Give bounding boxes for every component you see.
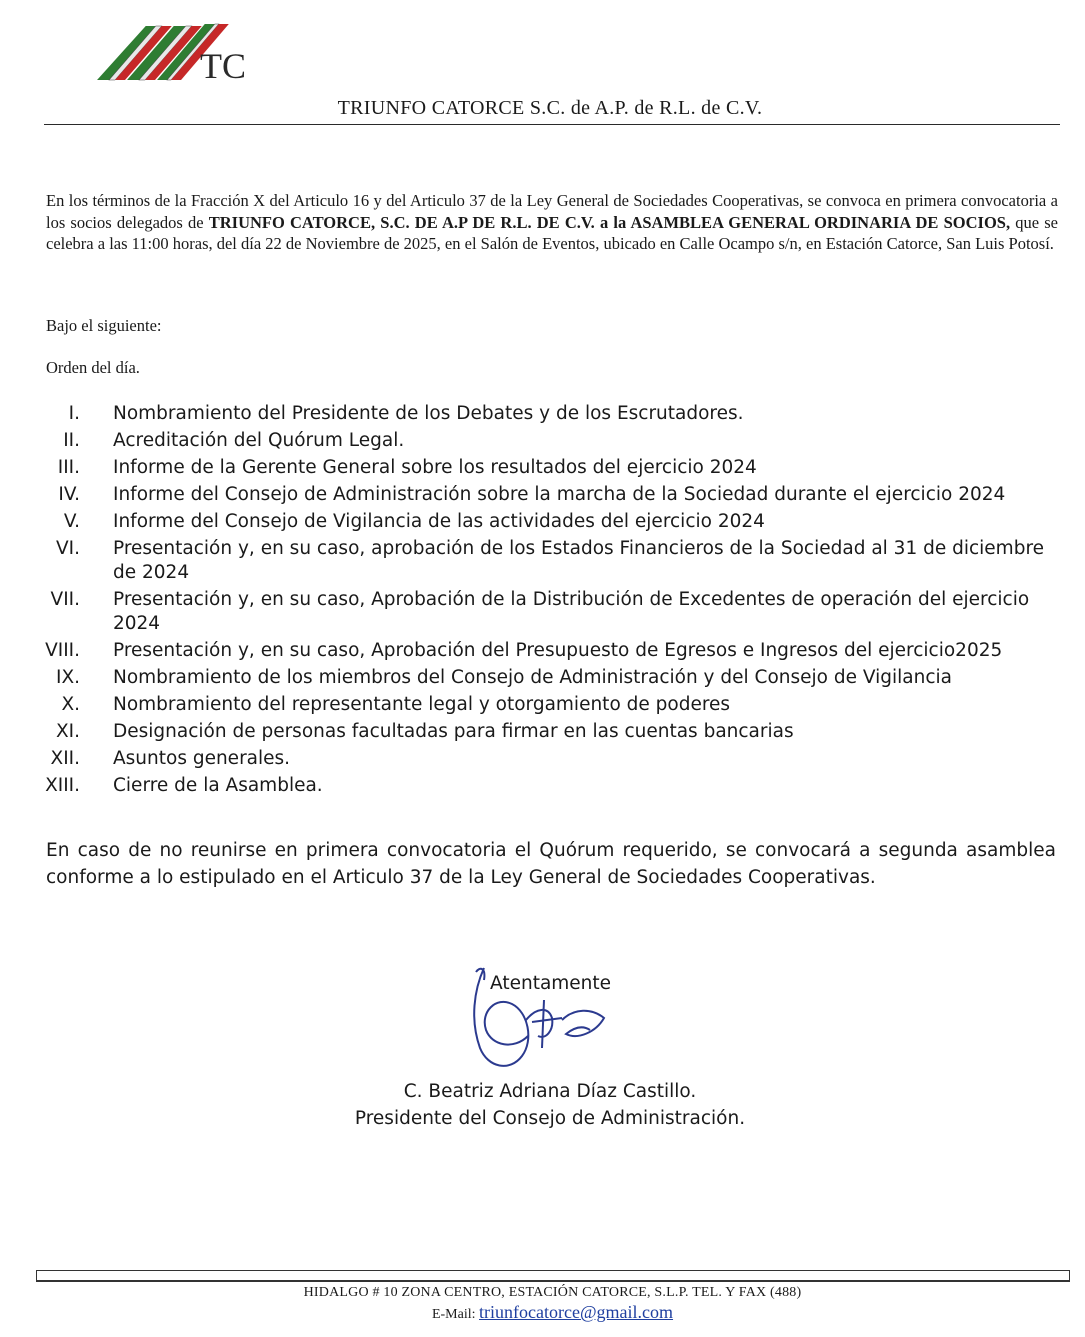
agenda-text: Nombramiento del representante legal y otorgamiento de poderes — [113, 694, 731, 715]
agenda-number: IX. — [55, 667, 80, 688]
footer-email — [0, 1302, 1085, 1323]
agenda-text: Presentación y, en su caso, Aprobación de la Distribución de Excedentes de operación del ejercicio 2024 — [113, 589, 1030, 634]
agenda-item — [40, 693, 1070, 717]
agenda-number: II. — [63, 430, 80, 451]
agenda-item — [40, 774, 1070, 798]
agenda-text: Informe del Consejo de Vigilancia de las actividades del ejercicio 2024 — [113, 511, 765, 532]
orden-label: Orden del día. — [46, 358, 140, 377]
agenda-item — [40, 510, 1070, 534]
agenda-text: Designación de personas facultadas para firmar en las cuentas bancarias — [113, 721, 794, 742]
agenda-item — [40, 639, 1070, 663]
header-divider — [44, 124, 1060, 125]
intro-bold-text: TRIUNFO CATORCE, S.C. DE A.P DE R.L. DE C.V. a la ASAMBLEA GENERAL ORDINARIA DE SOCIOS, — [208, 212, 1011, 232]
bajo-label: Bajo el siguiente: — [46, 316, 162, 335]
agenda-number: IV. — [58, 484, 80, 505]
intro-paragraph — [46, 190, 1058, 255]
agenda-item — [40, 588, 1070, 636]
agenda-number: VII. — [50, 589, 80, 610]
agenda-item — [40, 537, 1070, 585]
agenda-number: V. — [63, 511, 80, 532]
agenda-text: Cierre de la Asamblea. — [113, 775, 323, 796]
agenda-number: VIII. — [45, 640, 80, 661]
agenda-text: Presentación y, en su caso, Aprobación del Presupuesto de Egresos e Ingresos del ejercicio2025 — [113, 640, 1003, 661]
agenda-item — [40, 483, 1070, 507]
agenda-item — [40, 456, 1070, 480]
signer-title: Presidente del Consejo de Administración. — [354, 1108, 746, 1129]
closing-paragraph: En caso de no reunirse en primera convocatoria el Quórum requerido, se convocará a segunda asamblea conforme a lo estipulado en el Articulo 37 de la Ley General de Sociedades Cooperativas. — [46, 840, 1056, 888]
agenda-text: Acreditación del Quórum Legal. — [113, 430, 405, 451]
agenda-number: X. — [61, 694, 80, 715]
agenda-item — [40, 666, 1070, 690]
intro-text-1: En los términos de la Fracción X del Articulo 16 y del Articulo 37 de la Ley General de Sociedades Cooperativas, se convoca en primera convocatoria a los socios delegados de — [46, 191, 1058, 232]
agenda-item — [40, 747, 1070, 771]
agenda-number: XII. — [50, 748, 80, 769]
footer-divider — [36, 1270, 1070, 1282]
agenda-number: III. — [57, 457, 80, 478]
signer-name: C. Beatriz Adriana Díaz Castillo. — [403, 1081, 697, 1102]
agenda-text: Nombramiento de los miembros del Consejo de Administración y del Consejo de Vigilancia — [113, 667, 952, 688]
agenda-item — [40, 429, 1070, 453]
agenda-list — [40, 402, 1070, 801]
logo-text: TC — [200, 46, 247, 86]
agenda-text: Asuntos generales. — [113, 748, 291, 769]
company-name: TRIUNFO CATORCE S.C. de A.P. de R.L. de C.V. — [337, 97, 763, 119]
agenda-text: Informe de la Gerente General sobre los resultados del ejercicio 2024 — [113, 457, 757, 478]
atentamente-label: Atentamente — [490, 973, 612, 994]
agenda-text: Presentación y, en su caso, aprobación de los Estados Financieros de la Sociedad al 31 de diciembre de 2024 — [113, 538, 1045, 583]
footer-address: HIDALGO # 10 ZONA CENTRO, ESTACIÓN CATORCE, S.L.P. TEL. Y FAX (488) — [303, 1285, 802, 1300]
agenda-number: XIII. — [45, 775, 80, 796]
agenda-number: VI. — [56, 538, 80, 559]
email-label: E-Mail: — [431, 1307, 476, 1322]
agenda-item — [40, 402, 1070, 426]
agenda-text: Nombramiento del Presidente de los Debates y de los Escrutadores. — [113, 403, 744, 424]
agenda-number: XI. — [55, 721, 80, 742]
agenda-number: I. — [68, 403, 80, 424]
email-link[interactable]: triunfocatorce@gmail.com — [479, 1302, 674, 1322]
agenda-text: Informe del Consejo de Administración sobre la marcha de la Sociedad durante el ejercicio 2024 — [113, 484, 1006, 505]
intro-text-2: que se celebra a las 11:00 horas, del día 22 de Noviembre de 2025, en el Salón de Eventos, ubicado en Calle Ocampo s/n, en Estación Catorce, San Luis Potosí. — [46, 212, 1058, 253]
logo-stripes-icon — [80, 18, 250, 88]
agenda-item — [40, 720, 1070, 744]
company-logo — [80, 18, 250, 88]
